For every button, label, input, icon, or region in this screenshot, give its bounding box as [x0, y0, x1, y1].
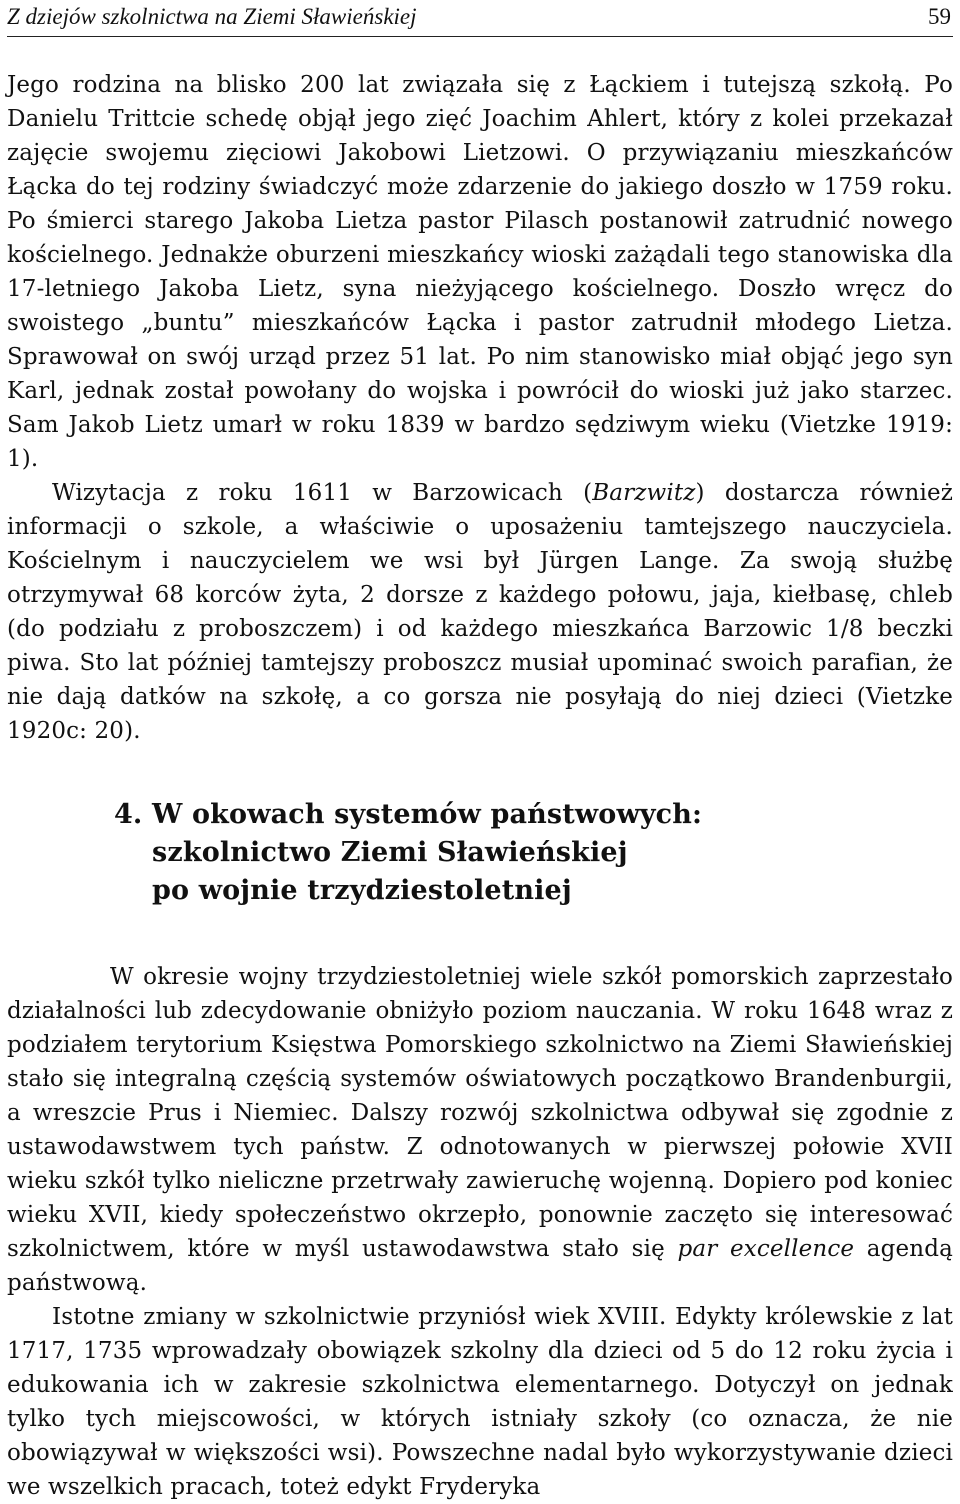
page-number: 59 — [928, 4, 951, 29]
italic-text: par excellence — [677, 1236, 855, 1262]
text-run: Istotne zmiany w szkolnictwie przyniósł wiek XVIII. Edykty królewskie z lat 1717, 1735 wprowadzały obowiązek szkolny dla dzieci od 5 do 12 roku życia i edukowania ich w zakresie szkolnictwa elementarnego. Dotyczył on jednak tylko tych miejscowości, w których istniały szkoły (co oznacza, że nie obowiązywał w większości wsi). Powszechne nadal było wykorzystywanie dzieci we wszelkich pracach, toteż edykt Fryderyka — [7, 1304, 953, 1500]
body-text-bottom — [7, 960, 953, 1504]
paragraph — [7, 68, 953, 476]
section-title-line: po wojnie trzydziestoletniej — [152, 875, 572, 906]
section-heading — [114, 796, 953, 910]
italic-text: Barzwitz — [592, 480, 696, 506]
text-run: agendą państwową. — [7, 1236, 953, 1296]
text-run: Jego rodzina na blisko 200 lat związała się z Łąckiem i tutejszą szkołą. Po Danielu Trittcie schedę objął jego zięć Joachim Ahlert, który z kolei przekazał zajęcie swojemu zięciowi Jakobowi Lietzowi. O przywiązaniu mieszkańców Łącka do tej rodziny świadczyć może zdarzenie do jakiego doszło w 1759 roku. Po śmierci starego Jakoba Lietza pastor Pilasch postanowił zatrudnić nowego kościelnego. Jednakże oburzeni mieszkańcy wioski zażądali tego stanowiska dla 17-letniego Jakoba Lietz, syna nieżyjącego kościelnego. Doszło wręcz do swoistego „buntu” mieszkańców Łącka i pastor zatrudnił młodego Lietza. Sprawował on swój urząd przez 51 lat. Po nim stanowisko miał objąć jego syn Karl, jednak został powołany do wojska i powrócił do wioski już jako starzec. Sam Jakob Lietz umarł w roku 1839 w bardzo sędziwym wieku (Vietzke 1919: 1). — [7, 72, 953, 472]
section-title-line: szkolnictwo Ziemi Sławieńskiej — [152, 837, 628, 868]
paragraph — [7, 476, 953, 748]
page-header — [7, 4, 953, 34]
text-run: W okresie wojny trzydziestoletniej wiele szkół pomorskich zaprzestało działalności lub zdecydowanie obniżyło poziom nauczania. W roku 1648 wraz z podziałem terytorium Księstwa Pomorskiego szkolnictwo na Ziemi Sławieńskiej stało się integralną częścią systemów oświatowych początkowo Brandenburgii, a wreszcie Prus i Niemiec. Dalszy rozwój szkolnictwa odbywał się zgodnie z ustawodawstwem tych państw. Z odnotowanych w pierwszej połowie XVII wieku szkół tylko nieliczne przetrwały zawieruchę wojenną. Dopiero pod koniec wieku XVII, kiedy społeczeństwo okrzepło, ponownie zaczęto się interesować szkolnictwem, które w myśl ustawodawstwa stało się — [7, 964, 953, 1262]
text-run: ) dostarcza również informacji o szkole, a właściwie o uposażeniu tamtejszego nauczyciela. Kościelnym i nauczycielem we wsi był Jürgen Lange. Za swoją służbę otrzymywał 68 korców żyta, 2 dorsze z każdego połowu, jaja, kiełbasę, chleb (do podziału z proboszczem) i od każdego mieszkańca Barzowic 1/8 beczki piwa. Sto lat później tamtejszy proboszcz musiał upominać swoich parafian, że nie dają datków na szkołę, a co gorsza nie posyłają do niej dzieci (Vietzke 1920c: 20). — [7, 480, 953, 744]
paragraph — [7, 1300, 953, 1504]
text-run: Wizytacja z roku 1611 w Barzowicach ( — [52, 480, 593, 506]
body-text-top — [7, 68, 953, 952]
header-rule — [7, 36, 953, 37]
section-number: 4. — [114, 799, 143, 830]
running-title: Z dziejów szkolnictwa na Ziemi Sławieńskiej — [7, 4, 417, 29]
section-title-line: W okowach systemów państwowych: — [152, 799, 703, 830]
paragraph — [7, 960, 953, 1300]
